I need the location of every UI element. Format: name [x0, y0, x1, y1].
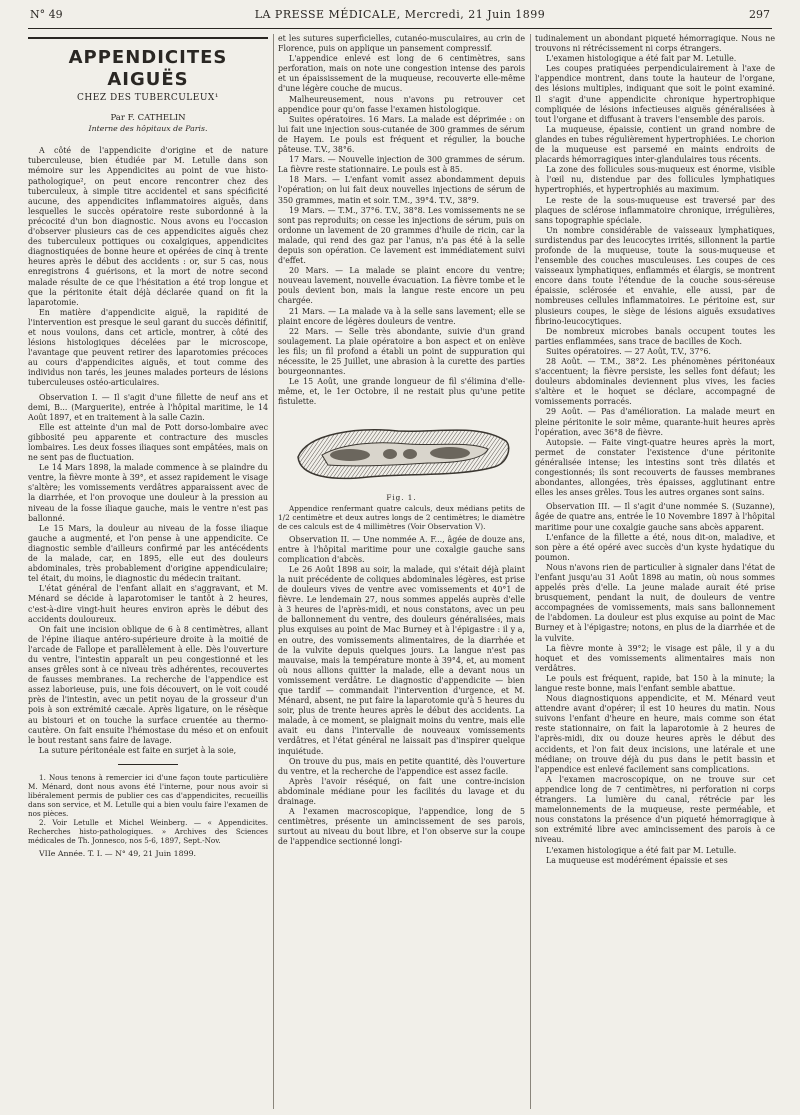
calculus-small [403, 449, 417, 459]
paragraph: et les sutures superficielles, cutanéo-musculaires, au crin de Florence, puis on applique un pansement compressif. [278, 34, 525, 54]
paragraph: Les coupes pratiquées perpendiculairement à l'axe de l'appendice montrent, dans toute la hauteur de l'organe, des lésions multiples, indiquant que soit le point examiné. Il s'agit d'une appendicite chronique hypertrophique compliquée de lésions infectieuses aiguës généralisées à tout l'organe et diffusant à travers l'ensemble des parois. [535, 64, 775, 124]
paragraph: Elle est atteinte d'un mal de Pott dorso-lombaire avec gibbosité peu apparente et contracture des muscles lombaires. Les deux fosses iliaques sont empâtées, mais on ne sent pas de fluctuation. [28, 422, 268, 463]
paragraph: A l'examen macroscopique, on ne trouve sur cet appendice long de 7 centimètres, ni perforation ni corps étrangers. La lumière du canal, rétrécie par les mamelonnements de la muqueuse, reste perméable, et nous constatons la présence d'un piqueté hémorragique à son extrémité libre avec amincissement des parois à ce niveau. [535, 774, 775, 845]
paragraph: La zone des follicules sous-muqueux est énorme, visible à l'œil nu, distendue par des follicules lymphatiques hypertrophiés, et hypertrophiés au maximum. [535, 165, 775, 195]
issue-number: N° 49 [30, 8, 63, 21]
page-footer: VIIe Année. T. I. — N° 49, 21 Juin 1899. [39, 848, 197, 858]
paragraph: 22 Mars. — Selle très abondante, suivie d'un grand soulagement. La plaie opératoire a bon aspect et on enlève les fils; un fil profond a établi un point de suppuration qui nécessite, le 25 Juillet, une abrasion à la curette des parties bourgeonnantes. [278, 326, 525, 377]
paragraph: On trouve du pus, mais en petite quantité, dès l'ouverture du ventre, et la recherche de l'appendice est assez facile. [278, 756, 525, 776]
page-number: 297 [749, 8, 770, 21]
paragraph: L'examen histologique a été fait par M. Letulle. [546, 845, 737, 855]
paragraph: L'appendice enlevé est long de 6 centimètres, sans perforation, mais on note une congestion intense des parois et un épaississement de la muqueuse, recouverte elle-même d'une légère couche de mucus. [278, 54, 525, 94]
calculus-long [430, 447, 470, 459]
figure-caption: Appendice renfermant quatre calculs, deux médians petits de 1/2 centimètre et deux autres longs de 2 centimètres; le diamètre de ces calculs est de 4 millimètres (Voir Observation V). [278, 503, 525, 531]
paragraph: En matière d'appendicite aiguë, la rapidité de l'intervention est presque le seul garant du succès définitif, et nous voulons, dans cet article, montrer, à côté des lésions histologiques décelées par le microscope, l'avantage que peuvent retirer des laparotomies précoces au cours d'appendicites aiguës, et tout comme des individus non tarés, les jeunes malades porteurs de lésions tuberculeuses ostéo-articulaires. [28, 307, 268, 388]
article-subtitle: CHEZ DES TUBERCULEUX¹ [77, 93, 219, 103]
footnote-separator [118, 764, 178, 765]
figure-label: Fig. 1. [386, 493, 417, 503]
paragraph: 20 Mars. — La malade se plaint encore du ventre; nouveau lavement, nouvelle évacuation. La fièvre tombe et le pouls devient bon, mais la langue reste encore un peu chargée. [278, 266, 525, 306]
header-rule [28, 28, 772, 29]
article-author: Par F. CATHELIN [110, 113, 186, 124]
paragraph: L'état général de l'enfant allait en s'aggravant, et M. Ménard se décide à laparotomiser le tantôt à 2 heures, c'est-à-dire vingt-huit heures environ après le début des accidents douloureux. [28, 584, 268, 624]
paragraph: Suites opératoires. — 27 Août, T.V., 37°6. [546, 346, 711, 356]
article-rule [28, 37, 268, 39]
running-header [30, 8, 770, 26]
footnote: 2. Voir Letulle et Michel Weinberg. — « Appendicites. Recherches histo-pathologiques. » Archives des Sciences médicales de Th. Jonnesco, nos 5-6, 1897, Sept.-Nov. [28, 817, 268, 845]
paragraph: A côté de l'appendicite d'origine et de nature tuberculeuse, bien étudiée par M. Letulle dans son mémoire sur les Appendicites au point de vue histo-pathologique², on peut encore rencontrer chez des tuberculeux, à simple titre accidentel et sans spécificité aucune, des appendicites inflammatoires aiguës, dans lesquelles le succès opératoire reste subordonné à la précocité d'un bon diagnostic. Nous avons eu l'occasion d'observer plusieurs cas de ces appendicites aiguës chez des tuberculeux pottiques ou coxalgiques, appendicites diagnostiquées de bonne heure et opérées de cinq à trente heures après le début des accidents : or, sur 5 cas, nous enregistrons 4 guérisons, et la mort de notre second malade résulte de ce que l'hésitation a été trop longue et que la péritonite était déjà déclarée quand on fit la laparotomie. [28, 146, 268, 307]
paragraph: Le 15 Mars, la douleur au niveau de la fosse iliaque gauche a augmenté, et l'on pense à une appendicite. Ce diagnostic semble d'ailleurs confirmé par les antécédents de la malade, car, en 1895, elle eut des douleurs abdominales, très probablement d'origine appendiculaire; tel était, du moins, le diagnostic du médecin traitant. [28, 523, 268, 584]
observation-heading: Observation I. — Il s'agit d'une fillette de neuf ans et demi, B... (Marguerite), entrée à l'hôpital maritime, le 14 Août 1897, et en traitement à la salle Cazin. [28, 392, 268, 422]
paragraph: Le 15 Août, une grande longueur de fil s'élimina d'elle-même, et, le 1er Octobre, il ne restait plus qu'une petite fistulette. [278, 377, 525, 407]
journal-title: LA PRESSE MÉDICALE, Mercredi, 21 Juin 1899 [254, 8, 546, 21]
paragraph: Nous n'avons rien de particulier à signaler dans l'état de l'enfant jusqu'au 31 Août 1898 au matin, où nous sommes appelés près d'elle. La jeune malade aurait été prise brusquement, pendant la nuit, de douleurs de ventre accompagnées de vomissements, mais sans ballonnement de l'abdomen. La douleur est plus exquise au point de Mac Burney et à l'épigastre; notons, en plus de la diarrhée et de la vulvite. [535, 562, 775, 643]
column-1 [28, 34, 268, 1109]
paragraph: Nous diagnostiquons appendicite, et M. Ménard veut attendre avant d'opérer; il est 10 heures du matin. Nous suivons l'enfant d'heure en heure, mais comme son état reste stationnaire, on fait la laparotomie à 2 heures de l'après-midi, dix ou douze heures après le début des accidents, et l'on fait deux incisions, une latérale et une médiane; on trouve déjà du pus dans le petit bassin et l'appendice est enlevé facilement sans complications. [535, 694, 775, 774]
article-title: APPENDICITES AIGUËS [68, 47, 228, 90]
paragraph: 19 Mars. — T.M., 37°6. T.V., 38°8. Les vomissements ne se sont pas reproduits; on cesse les injections de sérum, puis on ordonne un lavement de 20 grammes d'huile de ricin, car la malade, qui rend des gaz par l'anus, n'a pas été à la selle depuis son opération. Ce lavement est immédiatement suivi d'effet. [278, 205, 525, 266]
paragraph: La fièvre monte à 39°2; le visage est pâle, il y a du hoquet et des vomissements alimentaires mais non verdâtres. [535, 643, 775, 673]
column-3 [535, 34, 775, 1109]
paragraph: La muqueuse, épaissie, contient un grand nombre de glandes en tubes régulièrement hypertrophiées. Le chorion de la muqueuse est parsemé en maints endroits de placards hémorragiques inter-glandulaires tous récents. [535, 124, 775, 165]
paragraph: 28 Août. — T.M., 38°2. Les phénomènes péritonéaux s'accentuent; la fièvre persiste, les selles font défaut; les douleurs abdominales deviennent plus vives, les facies s'altère et le hoquet se déclare, accompagné de vomissements porracés. [535, 357, 775, 407]
paragraph: 18 Mars. — L'enfant vomit assez abondamment depuis l'opération; on lui fait deux nouvelles injections de sérum de 350 grammes, matin et soir. T.M., 39°4. T.V., 38°9. [278, 175, 525, 205]
paragraph: Le reste de la sous-muqueuse est traversé par des plaques de sclérose inflammatoire chronique, irrégulières, sans topographie spéciale. [535, 195, 775, 225]
observation-heading: Observation II. — Une nommée A. F..., âgée de douze ans, entre à l'hôpital maritime pour une coxalgie gauche sans complication d'abcès. [278, 534, 525, 564]
paragraph: L'enfance de la fillette a été, nous dit-on, maladive, et son père a été opéré avec succès d'un kyste hydatique du poumon. [535, 532, 775, 562]
column-divider [530, 34, 531, 1109]
paragraph: Suites opératoires. 16 Mars. La malade est déprimée : on lui fait une injection sous-cutanée de 300 grammes de sérum de Hayem. Le pouls est fréquent et régulier, la bouche pâteuse. T.V., 38°6. [278, 114, 525, 155]
observation-heading: Observation III. — Il s'agit d'une nommée S. (Suzanne), âgée de quatre ans, entrée le 10 Novembre 1897 à l'hôpital maritime pour une coxalgie gauche sans abcès apparent. [535, 502, 775, 532]
paragraph: Autopsie. — Faite vingt-quatre heures après la mort, permet de constater l'existence d'une péritonite généralisée intense; les intestins sont très dilatés et congestionnés; ils sont recouverts de fausses membranes abondantes, allongées, très épaisses, agglutinant entre elles les anses grêles. Tous les autres organes sont sains. [535, 437, 775, 498]
paragraph: Le 26 Août 1898 au soir, la malade, qui s'était déjà plaint la nuit précédente de coliques abdominales légères, est prise de douleurs vives de ventre avec vomissements et 40°1 de fièvre. Le lendemain 27, nous sommes appelés auprès d'elle à 3 heures de l'après-midi, et nous constatons, avec un peu de ballonnement du ventre, des douleurs généralisées, mais plus exquises au point de Mac Burney et à l'épigastre : il y a, en outre, des vomissements alimentaires, de la diarrhée et de la vulvite depuis quelques jours. La langue n'est pas mauvaise, mais la température monte à 39°4, et, au moment où nous allions quitter la malade, elle a devant nous un vomissement verdâtre. Le diagnostic d'appendicite — bien que tardif — commandait l'intervention d'urgence, et M. Ménard, absent, ne put faire la laparotomie qu'à 5 heures du soir, plus de trente heures après le début des accidents. La malade, à ce moment, se plaignait moins du ventre, mais elle avait eu dans l'intervalle de nouveaux vomissements verdâtres, et l'état général ne laissait pas d'inspirer quelque inquiétude. [278, 564, 525, 756]
paragraph: 21 Mars. — La malade va à la selle sans lavement; elle se plaint encore de légères douleurs de ventre. [278, 306, 525, 326]
paragraph: 29 Août. — Pas d'amélioration. La malade meurt en pleine péritonite le soir même, quarante-huit heures après l'opération, avec 36°8 de fièvre. [535, 407, 775, 437]
paragraph: Malheureusement, nous n'avons pu retrouver cet appendice pour qu'on fasse l'examen histologique. [278, 94, 525, 114]
paragraph: 17 Mars. — Nouvelle injection de 300 grammes de sérum. La fièvre reste stationnaire. Le pouls est à 85. [278, 155, 525, 175]
paragraph: De nombreux microbes banals occupent toutes les parties enflammées, sans trace de bacilles de Koch. [535, 326, 775, 346]
paragraph: L'examen histologique a été fait par M. Letulle. [546, 54, 737, 64]
paragraph: Après l'avoir réséqué, on fait une contre-incision abdominale médiane pour les facilités du lavage et du drainage. [278, 776, 525, 806]
paragraph: Le pouls est fréquent, rapide, bat 150 à la minute; la langue reste bonne, mais l'enfant semble abattue. [535, 673, 775, 693]
paragraph: La muqueuse est modérément épaissie et ses [546, 855, 728, 865]
paragraph: On fait une incision oblique de 6 à 8 centimètres, allant de l'épine iliaque antéro-supérieure droite à la moitié de l'arcade de Fallope et parallèlement à elle. Dès l'ouverture du ventre, l'intestin apparaît un peu congestionné et les anses grêles sont à ce niveau très adhérentes, recouvertes de fausses membranes. La recherche de l'appendice est assez laborieuse, puis, une fois découvert, on le voit coudé près de l'intestin, avec un petit noyau de la grosseur d'un pois à son extrémité cæcale. Après ligature, on le résèque au bistouri et on touche la surface cruentée au thermo-cautère. On fait ensuite l'hémostase du méso et on enfouit le bout restant sans faire de lavage. [28, 624, 268, 745]
paragraph: A l'examen macroscopique, l'appendice, long de 5 centimètres, présente un amincissement de ses parois, surtout au niveau du bout libre, et l'on observe sur la coupe de l'appendice sectionné longi- [278, 807, 525, 847]
footnotes [28, 773, 268, 845]
paragraph: Un nombre considérable de vaisseaux lymphatiques, surdistendus par des leucocytes irrités, sillonnent la partie profonde de la muqueuse, toute la sous-muqueuse et l'ensemble des couches musculeuses. Les coupes de ces vaisseaux lymphatiques, enflammés et élargis, se montrent encore dans toute l'étendue de la couche sous-séreuse épaissie, sclérosée et envahie, elle aussi, par de nombreuses cellules inflammatoires. Le péritoine est, sur plusieurs coupes, le siège de lésions aiguës exsudatives fibrino-leucocytiques. [535, 225, 775, 326]
calculus-long [330, 449, 370, 461]
column-2 [278, 34, 525, 1109]
footnote: 1. Nous tenons à remercier ici d'une façon toute particulière M. Ménard, dont nous avons été l'interne, pour nous avoir si libéralement permis de publier ces cas d'appendicites, recueillis dans son service, et M. Letulle qui a bien voulu faire l'examen de nos pièces. [28, 772, 268, 818]
paragraph: Le 14 Mars 1898, la malade commence à se plaindre du ventre, la fièvre monte à 39°, et assez rapidement le visage s'altère; les vomissements verdâtres apparaissent avec de la diarrhée, et l'on provoque une douleur à la pression au niveau de la fosse iliaque gauche, mais le ventre n'est pas ballonné. [28, 463, 268, 523]
column-divider [273, 34, 274, 1109]
paragraph: tudinalement un abondant piqueté hémorragique. Nous ne trouvons ni rétrécissement ni corps étrangers. [535, 34, 775, 54]
appendix-figure [288, 411, 516, 491]
paragraph: La suture péritonéale est faite en surjet à la soie, [39, 745, 237, 755]
author-affiliation: Interne des hôpitaux de Paris. [88, 124, 208, 134]
calculus-small [383, 449, 397, 459]
